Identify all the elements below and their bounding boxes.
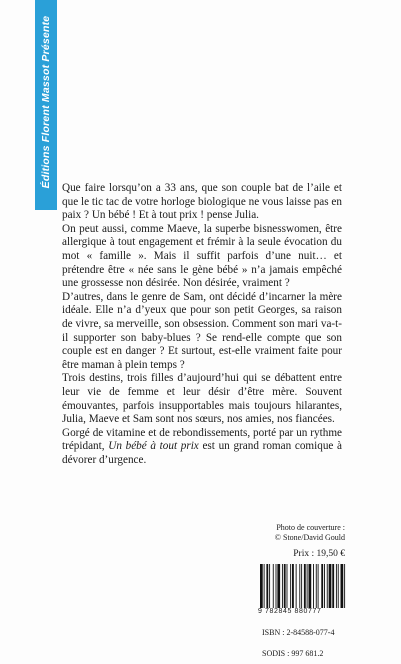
price: Prix : 19,50 € [293,549,345,559]
barcode-bar [260,564,263,608]
barcode-bar [324,564,325,608]
barcode-bar [269,564,270,608]
sodis-code: SODIS : 997 681.2 [262,649,324,658]
barcode-bar [292,564,294,608]
blurb-closing-start: Gorgé de vitamine et de rebondissements, porté par un rythme trépidant, [62,426,342,453]
barcode-bar [316,564,317,608]
barcode-bar [313,564,314,608]
barcode-bar [284,564,286,608]
barcode-bar [336,564,337,608]
barcode-bar [308,564,311,608]
barcode-bar [338,564,339,608]
barcode-bar [341,564,344,608]
barcode-bar [327,564,328,608]
blurb-paragraph-5 [62,427,342,468]
barcode-bar [276,564,277,608]
photo-credit-label: Photo de couverture : [276,523,345,532]
barcode-bar [266,564,268,608]
blurb-closing-end: est un grand roman comique à dévorer d’urgence. [62,440,343,466]
blurb-paragraph-4: Trois destins, trois filles d’aujourd’hui qui se débattent entre leur vie de femme et leur désir d’être mère. Souvent émouvantes, parfois insupportables mais toujours hilarantes, Julia, Maeve et Sam sont nos sœurs, nos amies, nos fiancées. [62,372,342,426]
blurb-paragraph-3: D’autres, dans le genre de Sam, ont décidé d’incarner la mère idéale. Elle n’a d’yeux que pour son petit Georges, sa raison de vivre, sa merveille, son obsession. Comment son mari va-t-il supporter son baby-blues ? Se rend-elle compte que son couple est en danger ? Et surtout, est-elle vraiment faite pour être maman à plein temps ? [62,290,342,371]
barcode-bar [344,564,345,608]
blurb-text [62,182,342,467]
barcode-bar [290,564,291,608]
barcode-bar [287,564,288,608]
barcode-bar [264,564,265,608]
barcode [260,564,346,608]
barcode-bar [299,564,300,608]
barcode-bar [318,564,319,608]
barcode-bar [273,564,274,608]
photo-credit [275,523,345,542]
barcode-bar [329,564,332,608]
barcode-number: 9 782845 880777 [258,608,322,615]
barcode-bar [282,564,283,608]
barcode-bar [321,564,323,608]
barcode-bar [307,564,308,608]
photo-credit-name: © Stone/David Gould [274,532,345,542]
barcode-bar [304,564,306,608]
isbn: ISBN : 2-84588-077-4 [262,628,335,637]
blurb-paragraph-1: Que faire lorsqu’on a 33 ans, que son couple bat de l’aile et que le tic tac de votre horloge biologique ne vous laisse pas en paix ? Un bébé ! Et à tout prix ! pense Julia. [62,182,342,222]
barcode-bar [277,564,280,608]
publisher-label: Éditions Florent Massot Présente [40,15,52,189]
blurb-paragraph-2: On peut aussi, comme Maeve, la superbe bisnesswomen, être allergique à tout engagement et frémir à la seule évocation du mot « famille ». Mais il suffit parfois d’une nuit… et prétendre être « née sans le gène bébé » n’a jamais empêché une grossesse non désirée. Non désirée, vraiment ? [62,222,342,290]
barcode-bar [332,564,334,608]
book-title: Un bébé à tout prix [108,440,199,453]
barcode-bar [296,564,297,608]
barcode-bar [301,564,302,608]
